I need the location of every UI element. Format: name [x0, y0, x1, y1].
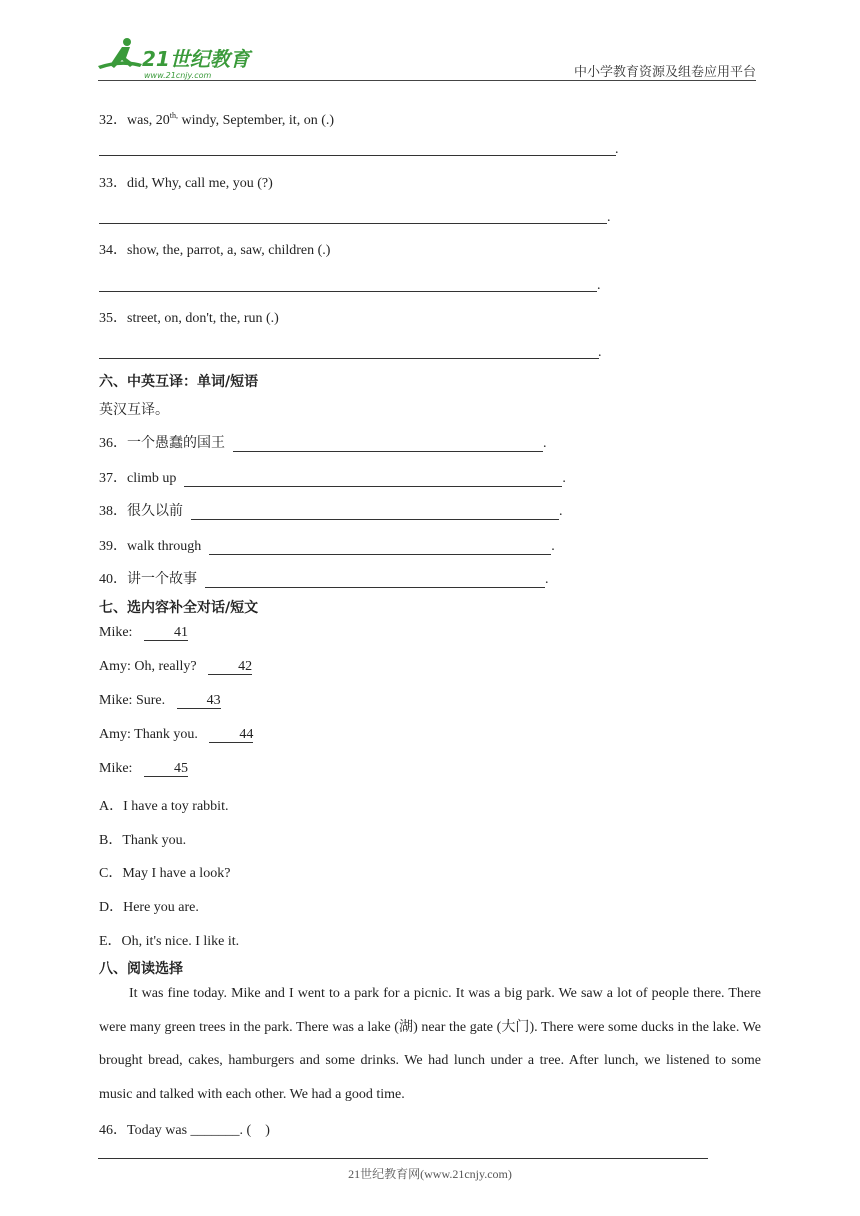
section-7-title: 七、选内容补全对话/短文 — [99, 600, 259, 616]
dialogue-line-41: Mike: 41 — [99, 625, 188, 640]
blank-42[interactable]: 42 — [208, 660, 252, 675]
blank-43[interactable]: 43 — [177, 694, 221, 709]
logo — [92, 36, 262, 82]
translate-item-40: 40． 讲一个故事 . — [99, 571, 549, 587]
answer-line-38[interactable] — [191, 505, 559, 520]
question-33: 33．did, Why, call me, you (?) — [99, 176, 273, 191]
blank-41[interactable]: 41 — [144, 626, 188, 641]
section-6-instruction: 英汉互译。 — [99, 402, 169, 418]
answer-end-32: . — [615, 142, 619, 157]
option-b: B．Thank you. — [99, 833, 187, 848]
section-8-title: 八、阅读选择 — [99, 961, 183, 977]
footer-text: 21世纪教育网(www.21cnjy.com) — [348, 1167, 512, 1181]
blank-45[interactable]: 45 — [144, 762, 188, 777]
answer-line-34[interactable] — [99, 291, 597, 292]
blank-44[interactable]: 44 — [209, 728, 253, 743]
footer-divider — [98, 1158, 708, 1159]
answer-line-37[interactable] — [184, 472, 562, 487]
option-e: E．Oh, it's nice. I like it. — [99, 934, 240, 949]
platform-name: 中小学教育资源及组卷应用平台 — [573, 65, 756, 80]
dialogue-line-43: Mike: Sure. 43 — [99, 693, 221, 708]
question-35: 35．street, on, don't, the, run (.) — [99, 311, 279, 326]
answer-line-35[interactable] — [99, 358, 599, 359]
question-46: 46．Today was _______. ( ) — [99, 1123, 270, 1138]
logo-text: 21世纪教育 — [142, 47, 250, 71]
dialogue-line-42: Amy: Oh, really? 42 — [99, 659, 253, 674]
dialogue-line-45: Mike: 45 — [99, 761, 188, 776]
answer-line-39[interactable] — [209, 540, 551, 555]
answer-line-33[interactable] — [99, 223, 607, 224]
option-d: D．Here you are. — [99, 900, 199, 915]
section-6-title: 六、中英互译：单词/短语 — [99, 374, 259, 390]
answer-end-35: . — [598, 345, 602, 360]
translate-item-36: 36． 一个愚蠢的国王 . — [99, 435, 547, 451]
dialogue-line-44: Amy: Thank you. 44 — [99, 727, 254, 742]
translate-item-37: 37． climb up . — [99, 471, 566, 486]
question-34: 34．show, the, parrot, a, saw, children (.) — [99, 243, 331, 258]
translate-item-39: 39． walk through . — [99, 539, 555, 554]
answer-end-34: . — [597, 278, 601, 293]
answer-line-40[interactable] — [205, 573, 545, 588]
reading-passage: It was fine today. Mike and I went to a park for a picnic. It was a big park. We saw a lot of people there. There were many green trees in the park. There was a lake (湖) near the gate (大门). There were some ducks in the lake. We brought bread, cakes, hamburgers and some drinks. We had lunch under a tree. After lunch, we listened to some music and talked with each other. We had a good time. — [99, 986, 761, 1103]
header-divider — [98, 80, 756, 81]
translate-item-38: 38． 很久以前 . — [99, 503, 563, 519]
answer-line-32[interactable] — [99, 155, 616, 156]
logo-url-text: www.21cnjy.com — [144, 71, 212, 80]
answer-end-33: . — [607, 210, 611, 225]
question-32: 32．was, $20^{th,}$ windy, September, it, on (.) — [99, 111, 335, 128]
option-a: A．I have a toy rabbit. — [99, 799, 229, 814]
answer-line-36[interactable] — [233, 437, 543, 452]
option-c: C．May I have a look? — [99, 866, 231, 881]
